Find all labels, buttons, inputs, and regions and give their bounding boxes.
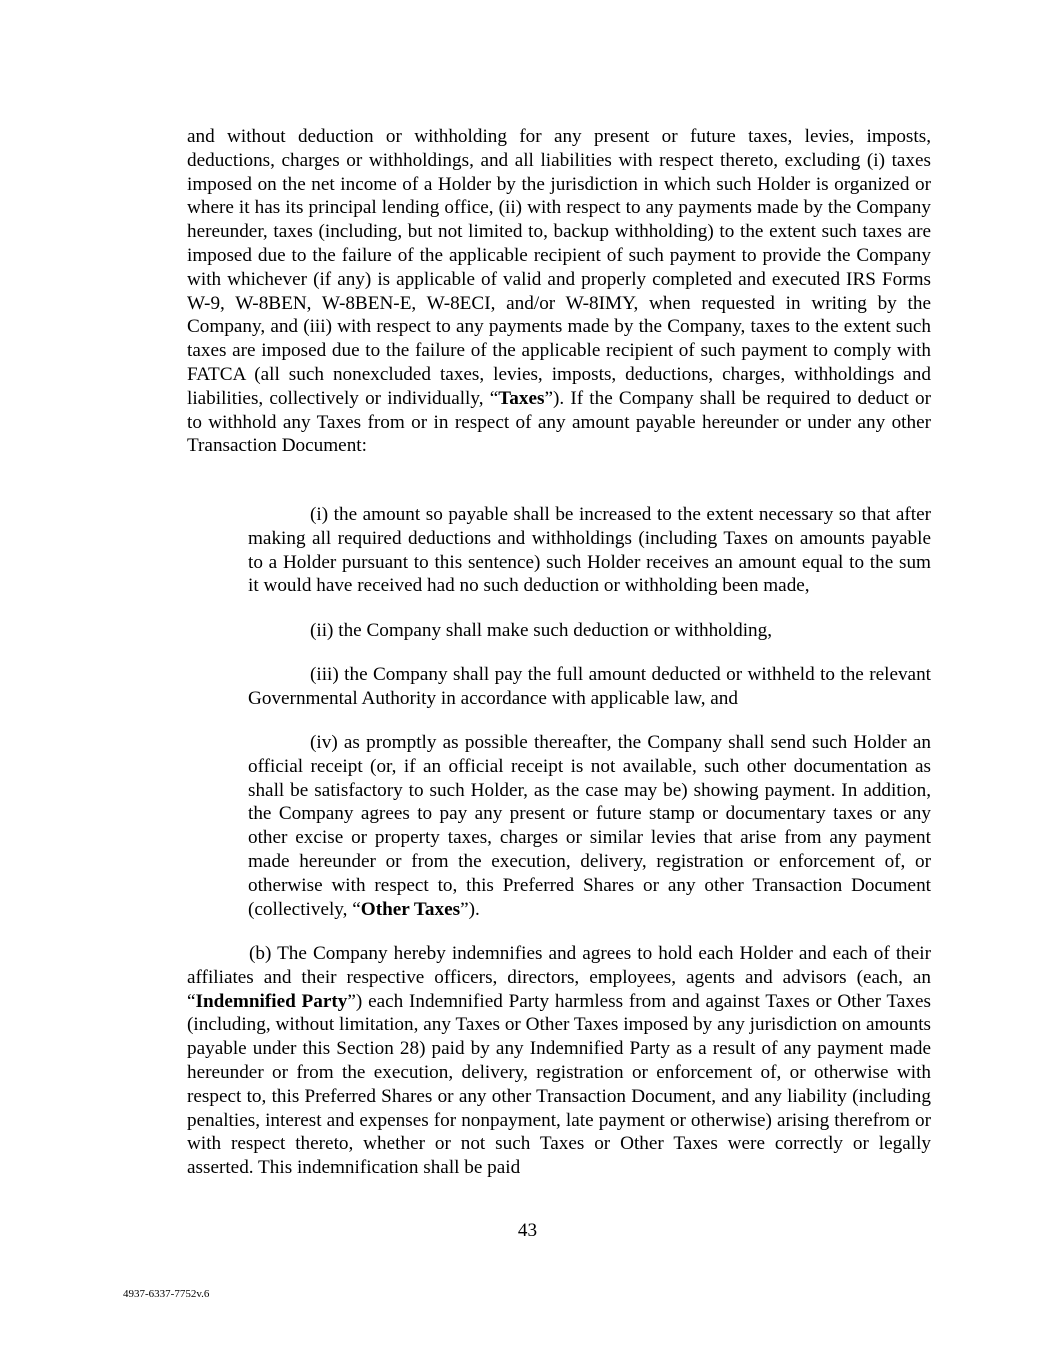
- clause-iii: [248, 663, 931, 711]
- defined-term-other-taxes: Other Taxes: [360, 898, 461, 920]
- paragraph-b-text-end: ”) each Indemnified Party harmless from and against Taxes or Other Taxes (including, without limitation, any Taxes or Other Taxes imposed by any jurisdiction on amounts payable under this Section 28) paid by any Indemnified Party as a result of any payment made hereunder or from the execution, delivery, registration or enforcement of, or otherwise with respect to, this Preferred Shares or any other Transaction Document, and any liability (including penalties, interest and expenses for nonpayment, late payment or otherwise) arising therefrom or with respect thereto, whether or not such Taxes or Other Taxes were correctly or legally asserted. This indemnification shall be paid: [187, 990, 931, 1179]
- clause-iv: [248, 731, 931, 921]
- intro-paragraph: [187, 125, 931, 458]
- defined-term-taxes: Taxes: [498, 387, 545, 409]
- page-number: 43: [517, 1220, 538, 1241]
- intro-text-end: ”). If the Company shall be required to deduct or to withhold any Taxes from or in respect of any amount payable hereunder or under any other Transaction Document:: [187, 387, 931, 457]
- clause-iv-text-start: (iv) as promptly as possible thereafter, the Company shall send such Holder an official receipt (or, if an official receipt is not available, such other documentation as shall be satisfactory to such Holder, as the case may be) showing payment. In addition, the Company agrees to pay any present or future stamp or documentary taxes or any other excise or property taxes, charges or similar levies that arise from any payment made hereunder or from the execution, delivery, registration or enforcement of, or otherwise with respect to, this Preferred Shares or any other Transaction Document (collectively, “: [248, 732, 931, 920]
- clause-ii: [248, 619, 931, 643]
- paragraph-b: [187, 942, 931, 1180]
- clause-iii-text: (iii) the Company shall pay the full amount deducted or withheld to the relevant Governmental Authority in accordance with applicable law, and: [248, 664, 931, 709]
- clause-ii-text: (ii) the Company shall make such deduction or withholding,: [310, 620, 773, 641]
- defined-term-indemnified-party: Indemnified Party: [195, 990, 348, 1012]
- clause-iv-text-end: ”).: [460, 898, 480, 920]
- clause-i: [248, 503, 931, 598]
- paragraph-b-text-start: (b) The Company hereby indemnifies and agrees to hold each Holder and each of their affiliates and their respective officers, directors, employees, agents and advisors (each, an “: [187, 943, 931, 1012]
- clause-i-text: (i) the amount so payable shall be increased to the extent necessary so that after making all required deductions and withholdings (including Taxes on amounts payable to a Holder pursuant to this sentence) such Holder receives an amount equal to the sum it would have received had no such deduction or withholding been made,: [248, 504, 931, 597]
- intro-text-start: and without deduction or withholding for any present or future taxes, levies, imposts, deductions, charges or withholdings, and all liabilities with respect thereto, excluding (i) taxes imposed on the net income of a Holder by the jurisdiction in which such Holder is organized or where it has its principal lending office, (ii) with respect to any payments made by the Company hereunder, taxes (including, but not limited to, backup withholding) to the extent such taxes are imposed due to the failure of the applicable recipient of such payment to provide the Company with whichever (if any) is applicable of valid and properly completed and executed IRS Forms W-9, W-8BEN, W-8BEN-E, W-8ECI, and/or W-8IMY, when requested in writing by the Company, and (iii) with respect to any payments made by the Company, taxes to the extent such taxes are imposed due to the failure of the applicable recipient of such payment to comply with FATCA (all such nonexcluded taxes, levies, imposts, deductions, charges, withholdings and liabilities, collectively or individually, “: [187, 126, 931, 409]
- document-id: 4937-6337-7752v.6: [123, 1288, 210, 1300]
